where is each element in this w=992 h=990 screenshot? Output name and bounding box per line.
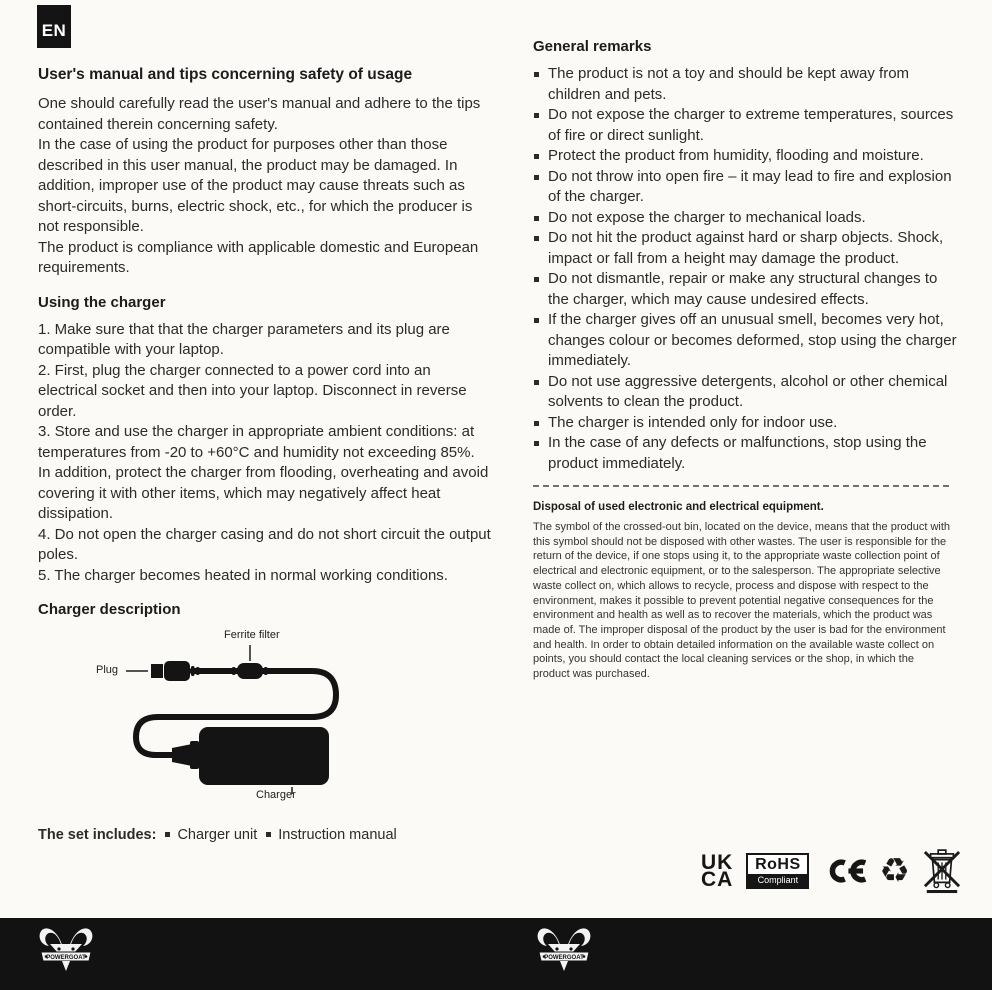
remark-item: The charger is intended only for indoor use. <box>533 413 957 434</box>
set-includes-item: Charger unit <box>177 827 258 843</box>
safety-sentence: In the case of using the product for purposes other than those described in this user manual, the product may be damaged. In addition, improper use of the product may cause threats such as short-circuits, burns, electric shock, etc., for which the producer is not responsible. <box>38 136 473 235</box>
remark-item: Do not expose the charger to mechanical loads. <box>533 208 957 229</box>
safety-sentence: One should carefully read the user's manual and adhere to the tips contained therein concerning safety. <box>38 95 481 133</box>
safety-sentence: The product is compliance with applicable domestic and European requirements. <box>38 238 479 276</box>
ukca-line1: UK <box>701 850 734 874</box>
certification-marks <box>701 843 963 899</box>
rohs-mark-icon <box>746 853 809 889</box>
charger-diagram <box>96 627 436 805</box>
step-item: 1. Make sure that that the charger parameters and its plug are compatible with your laptop. <box>38 320 450 358</box>
disposal-heading: Disposal of used electronic and electrical equipment. <box>533 501 824 513</box>
footer-bar <box>0 918 992 990</box>
general-remarks-list <box>533 64 957 474</box>
powergoat-logo-icon <box>534 924 594 976</box>
using-charger-heading: Using the charger <box>38 293 166 311</box>
step-item: 2. First, plug the charger connected to a power cord into an electrical socket and then into your laptop. Disconnect in reverse order. <box>38 361 467 420</box>
safety-paragraphs <box>38 94 491 279</box>
charger-label: Charger <box>256 789 296 801</box>
remark-item: Do not expose the charger to extreme temperatures, sources of fire or direct sunlight. <box>533 105 957 146</box>
ce-mark-icon <box>822 858 866 884</box>
powergoat-logo-icon <box>36 924 96 976</box>
remark-item: Do not throw into open fire – it may lead to fire and explosion of the charger. <box>533 167 957 208</box>
remark-item: The product is not a toy and should be kept away from children and pets. <box>533 64 957 105</box>
safety-heading: User's manual and tips concerning safety of usage <box>38 66 413 83</box>
language-badge <box>37 5 71 48</box>
step-item: 3. Store and use the charger in appropriate ambient conditions: at temperatures from -20 to +60°C and humidity not exceeding 85%. In addition, protect the charger from flooding, overheating and avoid covering it with other items, which may negatively affect heat dissipation. <box>38 423 489 522</box>
plug-label: Plug <box>96 664 119 676</box>
left-column <box>38 66 491 843</box>
ukca-line2: CA <box>701 868 734 891</box>
remark-item: Do not dismantle, repair or make any structural changes to the charger, which may cause undesired effects. <box>533 269 957 310</box>
charger-diagram-art <box>96 627 436 805</box>
square-bullet-icon <box>266 832 271 837</box>
general-remarks-heading: General remarks <box>533 38 652 55</box>
ukca-mark-icon <box>701 850 734 891</box>
remark-item: If the charger gives off an unusual smell, becomes very hot, changes colour or becomes deformed, stop using the charger immediately. <box>533 310 957 372</box>
set-includes-label: The set includes: <box>38 827 157 843</box>
set-includes-item: Instruction manual <box>278 827 397 843</box>
rohs-title: RoHS <box>755 856 801 873</box>
disposal-body: The symbol of the crossed-out bin, located on the device, means that the product with this symbol should not be disposed with other wastes. The user is responsible for the return of the device, if one stops using it, to the appropriate waste collection point of electrical and electronic equipment, or to the salesperson. The appropriate selective waste collect on, which allows to recycle, process and dispose with respect to the environment, makes it possible to prevent potential negative consequences for the environment and health as well as to recover the materials, which the product was made of. The improper disposal of the product by the user is bad for the environment and health. In order to obtain detailed information on the available waste collect on points, you should contact the local cleaning services or the shop, in which the product was purchased. <box>533 521 951 681</box>
svg-text:POWERGOAT: POWERGOAT <box>46 954 86 961</box>
remark-item: Protect the product from humidity, flooding and moisture. <box>533 146 957 167</box>
remark-item: In the case of any defects or malfunctions, stop using the product immediately. <box>533 433 957 474</box>
weee-crossed-bin-icon <box>923 848 961 894</box>
charger-description-heading: Charger description <box>38 601 181 618</box>
remark-item: Do not use aggressive detergents, alcohol or other chemical solvents to clean the product. <box>533 372 957 413</box>
using-charger-steps <box>38 320 491 587</box>
language-badge-label: EN <box>41 21 67 40</box>
step-item: 4. Do not open the charger casing and do not short circuit the output poles. <box>38 525 491 563</box>
right-column <box>533 38 957 682</box>
step-item: 5. The charger becomes heated in normal working conditions. <box>38 566 448 584</box>
set-includes-line <box>38 827 491 843</box>
rohs-subtitle: Compliant <box>748 874 807 887</box>
ferrite-filter-label: Ferrite filter <box>224 629 280 641</box>
dashed-divider <box>533 485 949 487</box>
svg-text:POWERGOAT: POWERGOAT <box>544 954 584 961</box>
square-bullet-icon <box>165 832 170 837</box>
recycling-symbol-icon: ♻ <box>879 852 910 890</box>
remark-item: Do not hit the product against hard or sharp objects. Shock, impact or fall from a height may damage the product. <box>533 228 957 269</box>
